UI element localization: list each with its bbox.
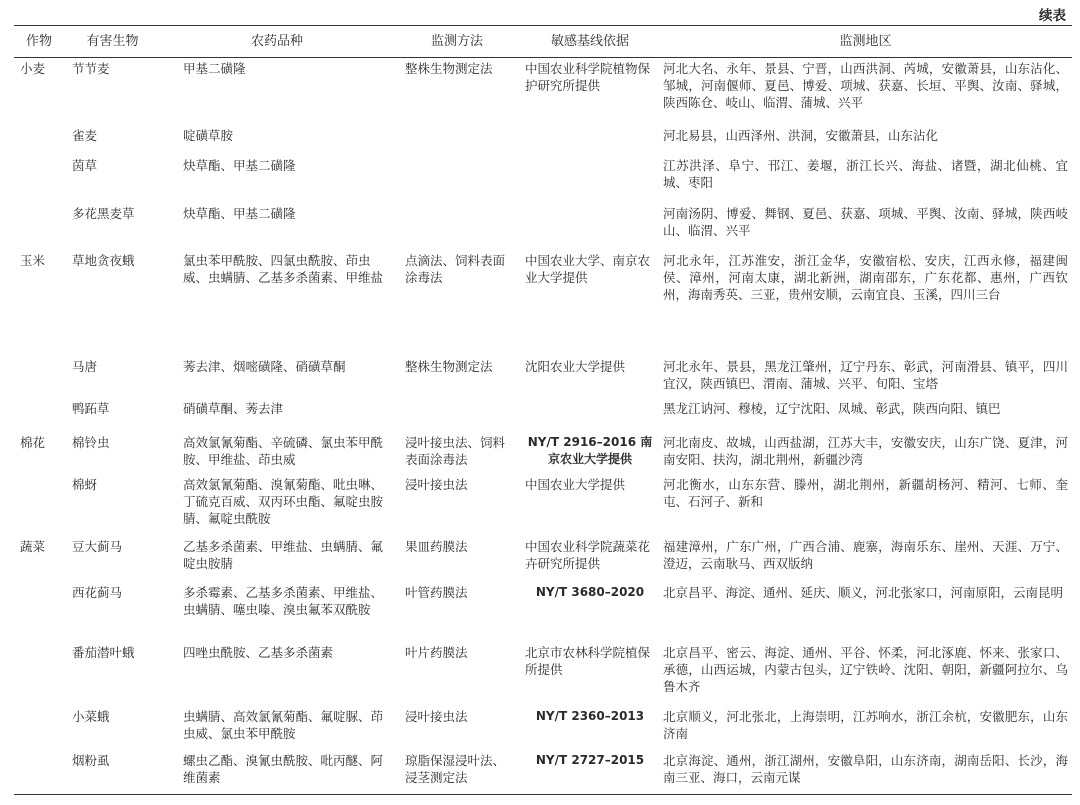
cell-crop: 小麦 [20,61,46,76]
table-row [14,155,1072,203]
cell-method: 整株生物测定法 [405,358,493,374]
table-header-row [14,26,1072,58]
table-body [14,58,1072,795]
table-row [14,642,1072,706]
cell-basis [521,398,659,432]
cell-region: 北京顺义，河北张北，上海崇明，江苏响水，浙江余杭，安徽肥东，山东济南 [663,708,1068,741]
cell-crop [14,706,64,750]
cell-pesticide: 炔草酯、甲基二磺隆 [183,205,296,221]
cell-method [393,398,521,432]
cell-method: 叶管药膜法 [405,584,468,600]
cell-crop: 蔬菜 [20,538,46,554]
cell-pesticide: 莠去津、烟嘧磺隆、硝磺草酮 [183,358,346,374]
cell-region: 北京昌平、密云、海淀、通州、平谷、怀柔，河北涿鹿、怀来、张家口、承德，山西运城，内蒙古包头，辽宁铁岭、沈阳、朝阳，新疆阿拉尔、乌鲁木齐 [663,644,1068,694]
header-pesticide: 农药品种 [161,26,393,58]
cell-crop [14,356,64,398]
cell-region: 北京昌平、海淀、通州、延庆、顺义，河北张家口，河南原阳，云南昆明 [663,584,1064,600]
cell-pesticide: 四唑虫酰胺、乙基多杀菌素 [183,644,334,660]
cell-region: 河北永年、景县，黑龙江肇州，辽宁丹东、彰武，河南滑县、镇平，四川宜汉，陕西镇巴、渭南、蒲城、兴平、旬阳、宝塔 [663,358,1068,391]
continued-label: 续表 [1039,8,1066,24]
cell-method: 浸叶接虫法 [405,708,468,724]
table-row [14,432,1072,474]
table-row [14,706,1072,750]
cell-crop [14,474,64,536]
cell-pest: 多花黑麦草 [72,205,135,221]
cell-pest: 草地贪夜蛾 [72,252,135,268]
cell-crop [14,642,64,706]
cell-pest: 小菜蛾 [72,708,110,724]
cell-basis: NY/T 3680–2020 [535,584,645,599]
cell-region: 黑龙江讷河、穆棱，辽宁沈阳、凤城、彰武，陕西向阳、镇巴 [663,400,1001,416]
cell-pest: 西花蓟马 [72,584,123,600]
cell-pesticide: 炔草酯、甲基二磺隆 [183,157,296,173]
cell-pesticide: 螺虫乙酯、溴氰虫酰胺、吡丙醚、阿维菌素 [161,750,393,795]
table-row [14,250,1072,356]
cell-basis: 中国农业大学、南京农业大学提供 [525,252,651,285]
table-row [14,356,1072,398]
cell-crop: 玉米 [20,252,46,268]
cell-basis: NY/T 2916–2016 南京农业大学提供 [527,434,653,466]
cell-pest: 豆大蓟马 [72,538,123,554]
cell-method [393,155,521,203]
cell-crop [14,750,64,795]
cell-method: 叶片药膜法 [405,644,468,660]
cell-pest: 番茄潜叶蛾 [72,644,135,660]
table-row [14,58,1072,125]
cell-basis: 中国农业大学提供 [525,476,626,492]
cell-pesticide: 高效氯氰菊酯、辛硫磷、氯虫苯甲酰胺、甲维盐、茚虫威 [183,434,384,467]
table-row [14,125,1072,155]
cell-method: 点滴法、饲料表面涂毒法 [405,252,506,285]
cell-region: 河北大名、永年、景县、宁晋，山西洪洞、芮城，安徽萧县，山东沾化、邹城，河南偃师、夏邑、博爱、项城、获嘉、长垣、平舆、汝南、驿城，陕西陈仓、岐山、临渭、蒲城、兴平 [663,61,1068,110]
header-region: 监测地区 [659,26,1072,58]
cell-pest: 雀麦 [72,127,98,143]
header-basis: 敏感基线依据 [521,26,659,58]
cell-method: 整株生物测定法 [405,61,493,76]
header-crop: 作物 [14,26,64,58]
cell-basis: 沈阳农业大学提供 [525,358,626,374]
cell-pesticide: 多杀霉素、乙基多杀菌素、甲维盐、虫螨腈、噻虫嗪、溴虫氟苯双酰胺 [183,584,384,617]
cell-method: 果皿药膜法 [405,538,468,554]
monitoring-table [14,25,1072,795]
cell-basis [521,155,659,203]
table-row [14,474,1072,536]
header-pest: 有害生物 [64,26,161,58]
cell-method [393,125,521,155]
cell-pest: 棉铃虫 [72,434,110,450]
cell-basis: 中国农业科学院植物保护研究所提供 [525,61,651,93]
cell-pest: 茵草 [72,157,98,173]
cell-method [393,203,521,250]
table-row [14,536,1072,582]
cell-basis: 中国农业科学院蔬菜花卉研究所提供 [525,538,651,571]
cell-method: 浸叶接虫法、饲料表面涂毒法 [405,434,506,467]
cell-pesticide: 虫螨腈、高效氯氰菊酯、氟啶脲、茚虫威、氯虫苯甲酰胺 [183,708,384,741]
cell-pest: 马唐 [72,358,98,374]
cell-basis: 北京市农林科学院植保所提供 [525,644,651,677]
cell-pest: 鸭跖草 [72,400,110,416]
cell-region: 河北衡水，山东东营、滕州，湖北荆州，新疆胡杨河、精河、七师、奎屯、石河子、新和 [663,476,1068,509]
cell-pesticide: 高效氯氰菊酯、溴氰菊酯、吡虫啉、丁硫克百威、双丙环虫酯、氟啶虫胺腈、氟啶虫酰胺 [183,476,384,526]
cell-pesticide: 乙基多杀菌素、甲维盐、虫螨腈、氟啶虫胺腈 [183,538,384,571]
cell-pesticide: 啶磺草胺 [183,127,234,143]
cell-crop [14,155,64,203]
cell-region: 北京海淀、通州，浙江湖州，安徽阜阳，山东济南，湖南岳阳、长沙，海南三亚、海口，云南元谋 [659,750,1072,795]
table-row [14,750,1072,795]
cell-region: 河北南皮、故城，山西盐湖，江苏大丰，安徽安庆，山东广饶、夏津，河南安阳、扶沟，湖北荆州，新疆沙湾 [663,434,1068,467]
cell-pest: 棉蚜 [72,476,98,492]
cell-basis: NY/T 2360–2013 [535,708,645,723]
cell-pesticide: 硝磺草酮、莠去津 [183,400,284,416]
cell-pesticide: 甲基二磺隆 [183,61,246,76]
cell-method: 琼脂保湿浸叶法、浸茎测定法 [393,750,521,795]
cell-pest: 烟粉虱 [64,750,161,795]
cell-crop: 棉花 [20,434,46,450]
table-row [14,203,1072,250]
cell-pesticide: 氯虫苯甲酰胺、四氯虫酰胺、茚虫威、虫螨腈、乙基多杀菌素、甲维盐 [183,252,384,285]
cell-region: 福建漳州，广东广州，广西合浦、鹿寨，海南乐东、崖州、天涯、万宁、澄迈，云南耿马、西双版纳 [663,538,1068,571]
cell-crop [14,203,64,250]
cell-crop [14,582,64,642]
cell-region: 江苏洪泽、阜宁、邗江、姜堰，浙江长兴、海盐、诸暨，湖北仙桃、宜城、枣阳 [663,157,1068,190]
table-row [14,398,1072,432]
cell-region: 河北永年，江苏淮安，浙江金华，安徽宿松、安庆，江西永修，福建闽侯、漳州，河南太康，湖北新洲，湖南邵东，广东花都、惠州，广西钦州，海南秀英、三亚，贵州安顺，云南宜良、玉溪，四川三台 [663,252,1068,302]
cell-crop [14,398,64,432]
header-method: 监测方法 [393,26,521,58]
cell-basis: NY/T 2727–2015 [521,750,659,795]
cell-region: 河北易县，山西泽州、洪洞，安徽萧县，山东沾化 [663,127,939,143]
cell-region: 河南汤阴、博爱、舞钢、夏邑、获嘉、项城、平舆、汝南、驿城，陕西岐山、临渭、兴平 [663,205,1068,238]
cell-basis [521,203,659,250]
cell-crop [14,125,64,155]
cell-pest: 节节麦 [72,61,110,76]
cell-basis [521,125,659,155]
table-row [14,582,1072,642]
cell-method: 浸叶接虫法 [405,476,468,492]
